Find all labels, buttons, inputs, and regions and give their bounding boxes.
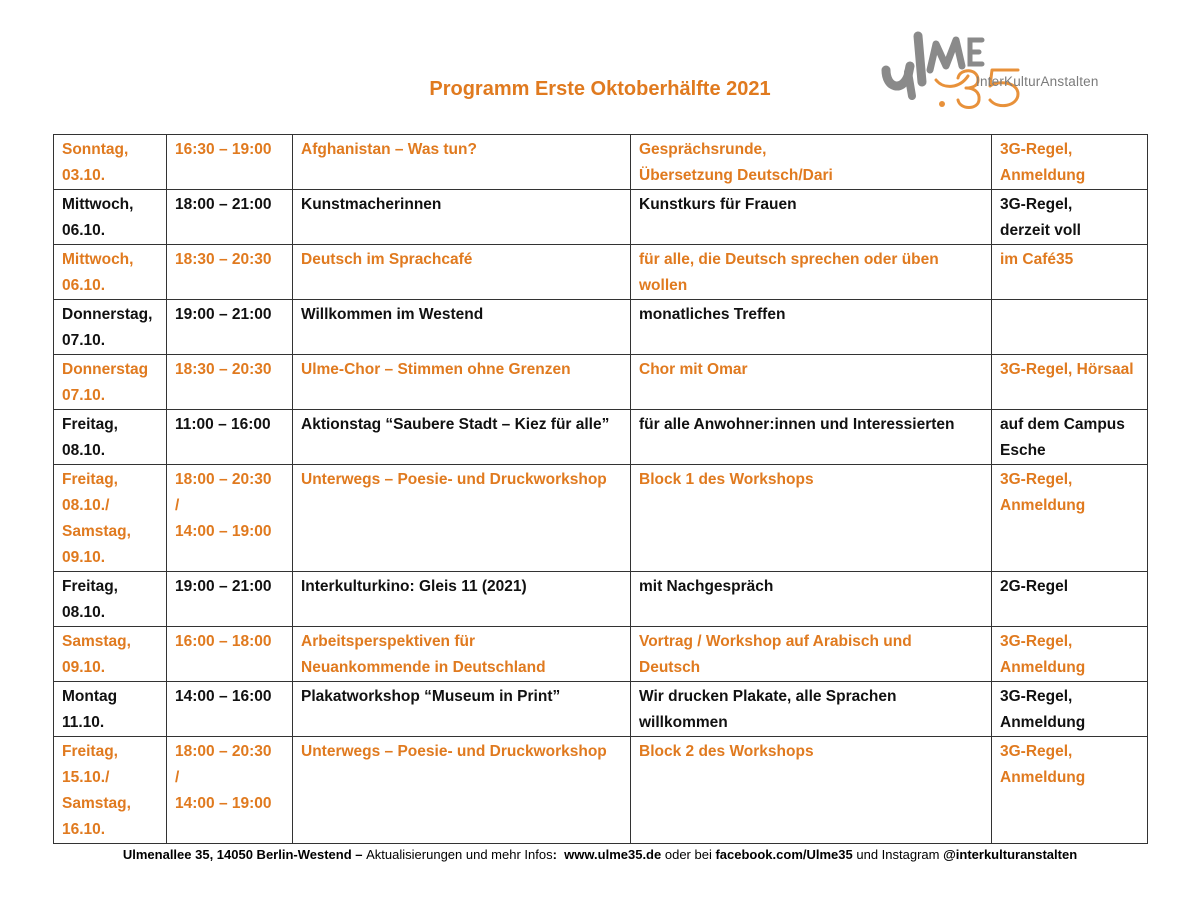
note-line: 3G-Regel,	[1000, 196, 1073, 213]
cell-time	[167, 245, 293, 300]
day-line: 07.10.	[62, 332, 106, 349]
footer-or-text: oder bei	[664, 847, 712, 862]
day-line: Freitag,	[62, 578, 118, 595]
time-line: 18:00 – 20:30	[175, 471, 272, 488]
cell-day	[54, 682, 167, 737]
cell-note	[992, 245, 1148, 300]
note-line: im Café35	[1000, 251, 1074, 268]
note-line: 3G-Regel, Hörsaal	[1000, 361, 1134, 378]
table-row	[54, 190, 1148, 245]
note-line: 3G-Regel,	[1000, 633, 1073, 650]
desc-line: für alle Anwohner:innen und Interessierten	[639, 416, 955, 433]
cell-note	[992, 190, 1148, 245]
day-line: Mittwoch,	[62, 196, 134, 213]
time-line: 18:30 – 20:30	[175, 251, 272, 268]
footer-colon: :	[552, 847, 557, 862]
logo-tagline: InterKulturAnstalten	[976, 74, 1099, 89]
cell-time	[167, 627, 293, 682]
day-line: 11.10.	[62, 714, 105, 731]
desc-line: Chor mit Omar	[639, 361, 748, 378]
table-row	[54, 627, 1148, 682]
cell-desc	[631, 300, 992, 355]
footer-and-text: und Instagram	[856, 847, 940, 862]
cell-time	[167, 355, 293, 410]
note-line: Anmeldung	[1000, 714, 1086, 731]
day-line: Samstag,	[62, 795, 131, 812]
day-line: 08.10./	[62, 497, 110, 514]
day-line: 06.10.	[62, 277, 106, 294]
cell-time	[167, 300, 293, 355]
cell-day	[54, 135, 167, 190]
day-line: Montag	[62, 688, 118, 705]
table-row	[54, 135, 1148, 190]
cell-time	[167, 135, 293, 190]
footer-instagram-link[interactable]: @interkulturanstalten	[943, 847, 1078, 862]
day-line: 07.10.	[62, 387, 106, 404]
cell-note	[992, 465, 1148, 572]
cell-event	[293, 410, 631, 465]
cell-event	[293, 682, 631, 737]
time-line: 14:00 – 19:00	[175, 795, 272, 812]
time-line: 18:30 – 20:30	[175, 361, 272, 378]
desc-line: willkommen	[639, 714, 728, 731]
cell-desc	[631, 245, 992, 300]
ulme35-logo-mark	[878, 26, 1038, 116]
day-line: 09.10.	[62, 659, 106, 676]
table-row	[54, 737, 1148, 844]
desc-line: wollen	[639, 277, 688, 294]
cell-time	[167, 737, 293, 844]
event-line: Aktionstag “Saubere Stadt – Kiez für alle”	[301, 416, 610, 433]
desc-line: Block 2 des Workshops	[639, 743, 814, 760]
event-line: Deutsch im Sprachcafé	[301, 251, 473, 268]
time-line: 14:00 – 19:00	[175, 523, 272, 540]
page-title: Programm Erste Oktoberhälfte 2021	[429, 78, 771, 100]
event-line: Ulme-Chor – Stimmen ohne Grenzen	[301, 361, 571, 378]
time-line: 19:00 – 21:00	[175, 578, 272, 595]
note-line: 2G-Regel	[1000, 578, 1069, 595]
note-line: Anmeldung	[1000, 659, 1086, 676]
event-line: Kunstmacherinnen	[301, 196, 442, 213]
desc-line: Block 1 des Workshops	[639, 471, 814, 488]
day-line: Samstag,	[62, 523, 131, 540]
event-line: Interkulturkino: Gleis 11 (2021)	[301, 578, 527, 595]
desc-line: Deutsch	[639, 659, 701, 676]
cell-note	[992, 410, 1148, 465]
note-line: derzeit voll	[1000, 222, 1081, 239]
day-line: Freitag,	[62, 471, 118, 488]
event-line: Plakatworkshop “Museum in Print”	[301, 688, 561, 705]
cell-day	[54, 190, 167, 245]
desc-line: monatliches Treffen	[639, 306, 786, 323]
footer-facebook-link[interactable]: facebook.com/Ulme35	[715, 847, 853, 862]
cell-time	[167, 465, 293, 572]
cell-desc	[631, 572, 992, 627]
cell-note	[992, 737, 1148, 844]
table-row	[54, 410, 1148, 465]
cell-time	[167, 410, 293, 465]
cell-event	[293, 627, 631, 682]
cell-desc	[631, 355, 992, 410]
cell-event	[293, 190, 631, 245]
day-line: Donnerstag,	[62, 306, 153, 323]
footer-separator: –	[351, 847, 367, 862]
day-line: Donnerstag	[62, 361, 149, 378]
note-line: 3G-Regel,	[1000, 688, 1073, 705]
cell-time	[167, 190, 293, 245]
cell-desc	[631, 627, 992, 682]
day-line: 16.10.	[62, 821, 106, 838]
cell-day	[54, 465, 167, 572]
table-row	[54, 245, 1148, 300]
day-line: 08.10.	[62, 442, 106, 459]
cell-note	[992, 682, 1148, 737]
time-line: 11:00 – 16:00	[175, 416, 271, 433]
day-line: Freitag,	[62, 743, 118, 760]
footer-address: Ulmenallee 35, 14050 Berlin-Westend	[122, 847, 352, 862]
time-line: /	[175, 497, 180, 514]
desc-line: Wir drucken Plakate, alle Sprachen	[639, 688, 897, 705]
table-row	[54, 572, 1148, 627]
program-table-body	[54, 135, 1148, 844]
time-line: 16:30 – 19:00	[175, 141, 272, 158]
cell-desc	[631, 682, 992, 737]
day-line: 06.10.	[62, 222, 106, 239]
day-line: 08.10.	[62, 604, 106, 621]
cell-day	[54, 300, 167, 355]
event-line: Neuankommende in Deutschland	[301, 659, 546, 676]
footer-website-link[interactable]: www.ulme35.de	[564, 847, 662, 862]
cell-day	[54, 737, 167, 844]
day-line: 09.10.	[62, 549, 106, 566]
table-row	[54, 682, 1148, 737]
cell-event	[293, 300, 631, 355]
cell-desc	[631, 410, 992, 465]
cell-time	[167, 682, 293, 737]
cell-day	[54, 355, 167, 410]
desc-line: Gesprächsrunde,	[639, 141, 767, 158]
cell-event	[293, 737, 631, 844]
cell-desc	[631, 465, 992, 572]
cell-note	[992, 300, 1148, 355]
cell-event	[293, 572, 631, 627]
note-line: Anmeldung	[1000, 167, 1086, 184]
cell-event	[293, 245, 631, 300]
cell-day	[54, 245, 167, 300]
note-line: 3G-Regel,	[1000, 141, 1073, 158]
footer-info-text: Aktualisierungen und mehr Infos	[366, 847, 553, 862]
desc-line: Kunstkurs für Frauen	[639, 196, 797, 213]
table-row	[54, 300, 1148, 355]
desc-line: Vortrag / Workshop auf Arabisch und	[639, 633, 912, 650]
cell-day	[54, 572, 167, 627]
cell-time	[167, 572, 293, 627]
desc-line: mit Nachgespräch	[639, 578, 774, 595]
cell-event	[293, 465, 631, 572]
cell-desc	[631, 135, 992, 190]
cell-note	[992, 627, 1148, 682]
day-line: Freitag,	[62, 416, 118, 433]
program-table	[53, 134, 1148, 844]
cell-desc	[631, 737, 992, 844]
note-line: 3G-Regel,	[1000, 743, 1073, 760]
day-line: 15.10./	[62, 769, 110, 786]
event-line: Unterwegs – Poesie- und Druckworkshop	[301, 471, 607, 488]
day-line: Mittwoch,	[62, 251, 134, 268]
note-line: Esche	[1000, 442, 1046, 459]
cell-event	[293, 135, 631, 190]
day-line: Sonntag,	[62, 141, 129, 158]
ulme35-logo	[878, 26, 1158, 116]
table-row	[54, 465, 1148, 572]
note-line: 3G-Regel,	[1000, 471, 1073, 488]
desc-line: für alle, die Deutsch sprechen oder üben	[639, 251, 939, 268]
cell-event	[293, 355, 631, 410]
desc-line: Übersetzung Deutsch/Dari	[639, 167, 833, 184]
table-row	[54, 355, 1148, 410]
cell-day	[54, 627, 167, 682]
footer	[0, 847, 1200, 862]
day-line: Samstag,	[62, 633, 131, 650]
time-line: 18:00 – 21:00	[175, 196, 272, 213]
time-line: 14:00 – 16:00	[175, 688, 272, 705]
event-line: Arbeitsperspektiven für	[301, 633, 475, 650]
note-line: Anmeldung	[1000, 769, 1086, 786]
event-line: Unterwegs – Poesie- und Druckworkshop	[301, 743, 607, 760]
note-line: auf dem Campus	[1000, 416, 1125, 433]
cell-note	[992, 135, 1148, 190]
cell-desc	[631, 190, 992, 245]
cell-note	[992, 572, 1148, 627]
cell-note	[992, 355, 1148, 410]
cell-day	[54, 410, 167, 465]
event-line: Willkommen im Westend	[301, 306, 484, 323]
time-line: 16:00 – 18:00	[175, 633, 272, 650]
day-line: 03.10.	[62, 167, 106, 184]
event-line: Afghanistan – Was tun?	[301, 141, 477, 158]
time-line: 18:00 – 20:30	[175, 743, 272, 760]
time-line: /	[175, 769, 180, 786]
note-line: Anmeldung	[1000, 497, 1086, 514]
time-line: 19:00 – 21:00	[175, 306, 272, 323]
